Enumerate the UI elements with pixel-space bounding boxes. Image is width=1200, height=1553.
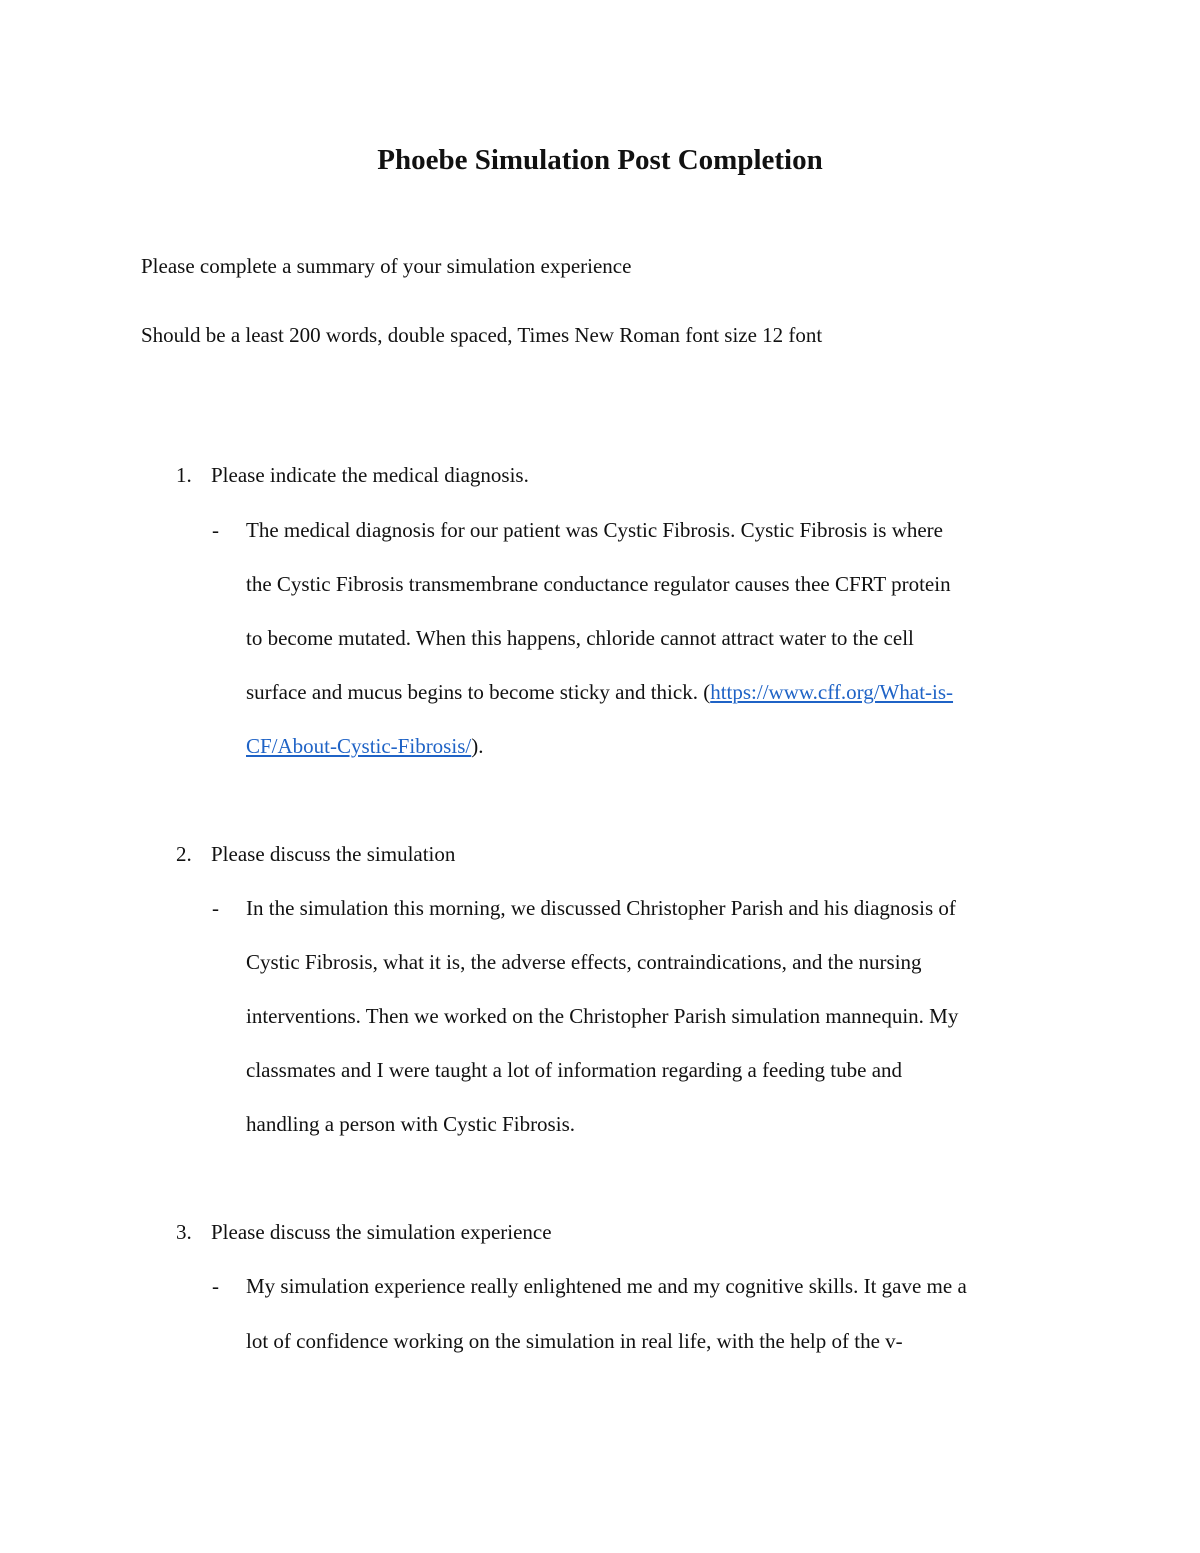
answer-1-line	[246, 731, 483, 761]
answer-2-line: Cystic Fibrosis, what it is, the adverse effects, contraindications, and the nursing	[246, 950, 922, 974]
reference-link-continued[interactable]: CF/About-Cystic-Fibrosis/	[246, 734, 472, 758]
answer-3-line: My simulation experience really enlightened me and my cognitive skills. It gave me a	[246, 1274, 967, 1298]
question-2-bullet: -	[212, 896, 219, 920]
answer-1-line: to become mutated. When this happens, chloride cannot attract water to the cell	[246, 626, 914, 650]
answer-3-line: lot of confidence working on the simulation in real life, with the help of the v-	[246, 1329, 903, 1353]
question-1-number: 1.	[176, 463, 192, 487]
answer-1-line	[246, 677, 953, 707]
page-title: Phoebe Simulation Post Completion	[377, 144, 823, 176]
answer-2-line: classmates and I were taught a lot of information regarding a feeding tube and	[246, 1058, 903, 1082]
answer-1-line: The medical diagnosis for our patient was Cystic Fibrosis. Cystic Fibrosis is where	[246, 518, 943, 542]
answer-2-line: interventions. Then we worked on the Christopher Parish simulation mannequin. My	[246, 1004, 959, 1028]
answer-2-line: handling a person with Cystic Fibrosis.	[246, 1112, 575, 1136]
question-2-number: 2.	[176, 842, 192, 866]
answer-2-line: In the simulation this morning, we discussed Christopher Parish and his diagnosis of	[246, 896, 956, 920]
question-3-prompt: Please discuss the simulation experience	[211, 1220, 552, 1244]
answer-1-closing: ).	[471, 734, 484, 758]
question-1-bullet: -	[212, 518, 219, 542]
reference-link[interactable]: https://www.cff.org/What-is-	[710, 680, 954, 704]
answer-1-line: the Cystic Fibrosis transmembrane conductance regulator causes thee CFRT protein	[246, 572, 951, 596]
question-2-prompt: Please discuss the simulation	[211, 842, 456, 866]
question-3-bullet: -	[212, 1274, 219, 1298]
question-3-number: 3.	[176, 1220, 192, 1244]
intro-instruction: Please complete a summary of your simulation experience	[141, 254, 632, 278]
answer-1-text: surface and mucus begins to become sticky and thick. (	[246, 680, 711, 704]
intro-requirements: Should be a least 200 words, double spaced, Times New Roman font size 12 font	[141, 323, 823, 347]
question-1-prompt: Please indicate the medical diagnosis.	[211, 463, 529, 487]
